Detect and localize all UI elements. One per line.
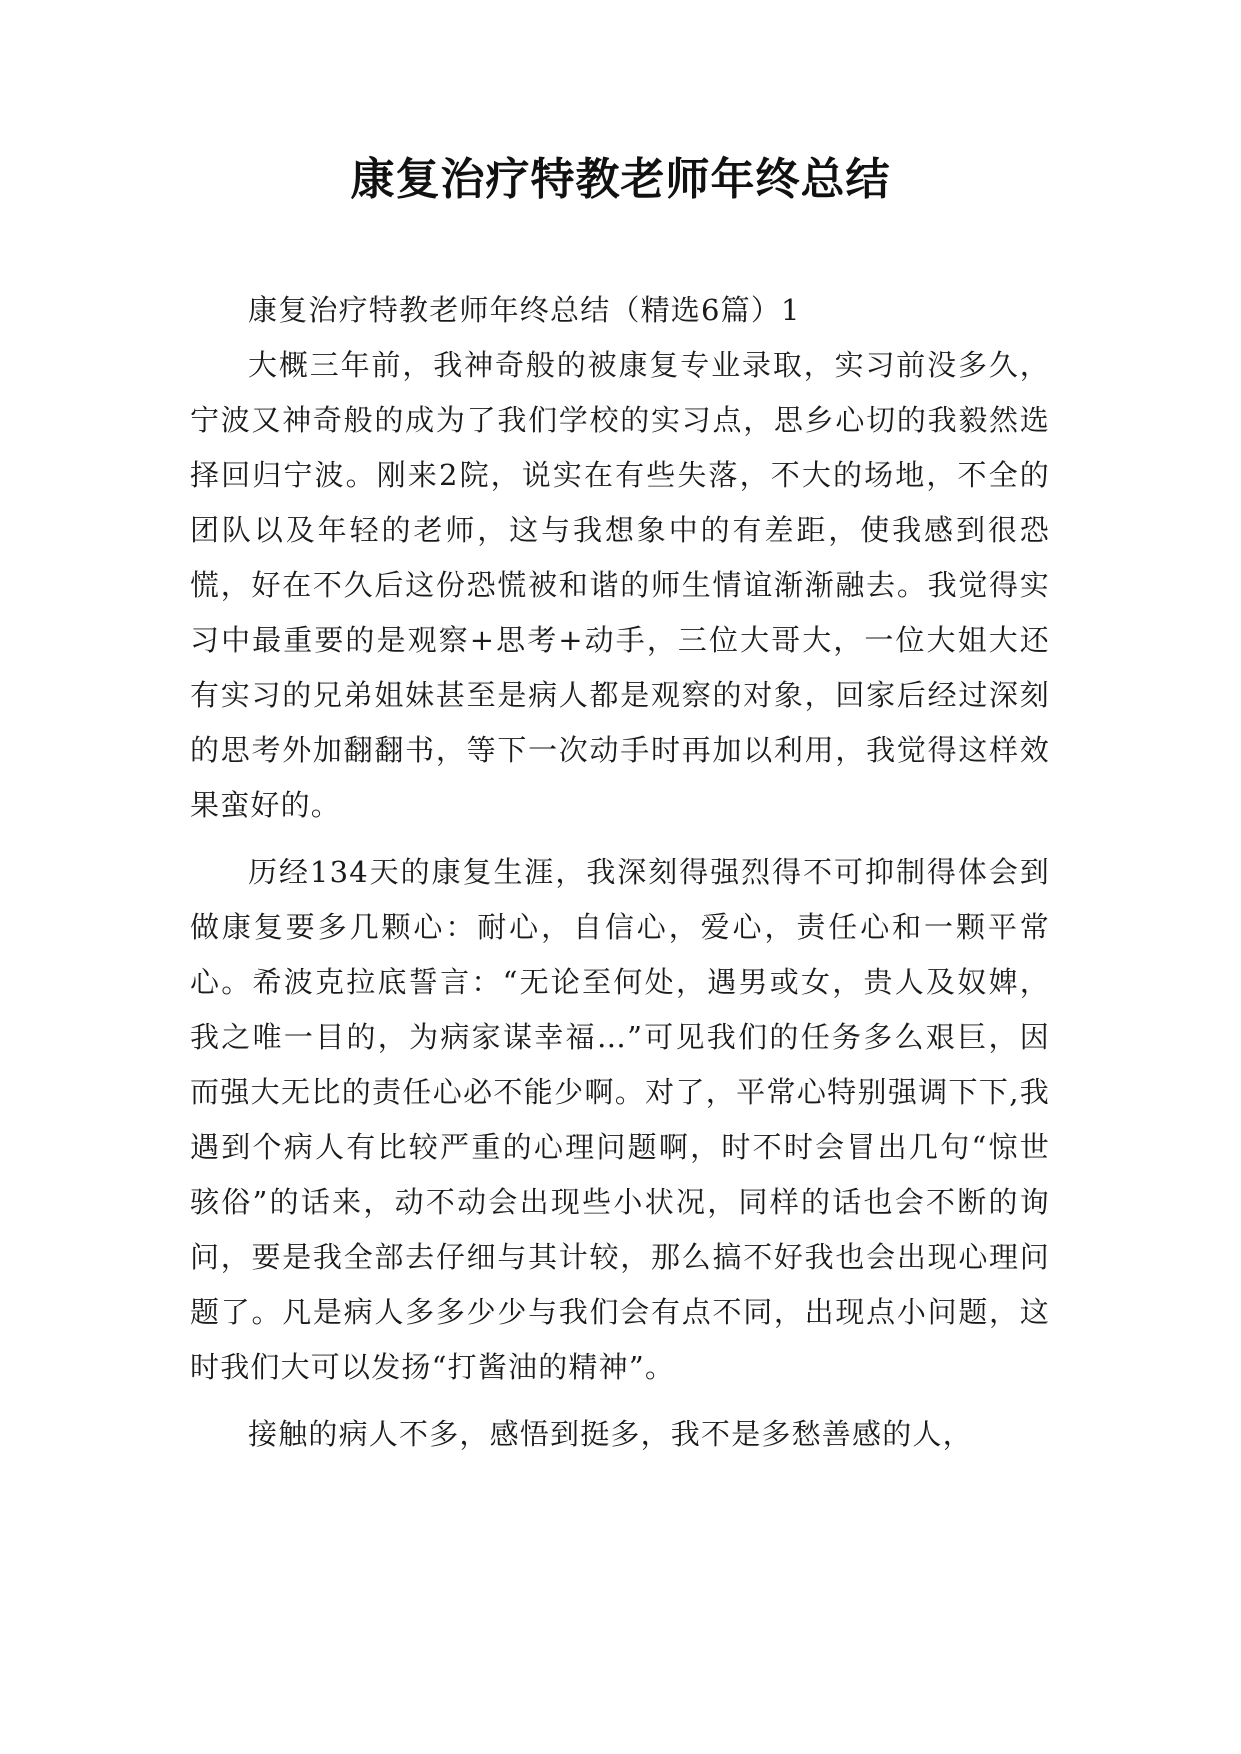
document-title: 康复治疗特教老师年终总结 (350, 154, 891, 205)
paragraph-internship-intro: 大概三年前，我神奇般的被康复专业录取，实习前没多久，宁波又神奇般的成为了我们学校的实习点，思乡心切的我毅然选择回归宁波。刚来2院，说实在有些失落，不大的场地，不全的团队以及年轻的老师，这与我想象中的有差距，使我感到很恐慌，好在不久后这份恐慌被和谐的师生情谊渐渐融去。我觉得实习中最重要的是观察+思考+动手，三位大哥大，一位大姐大还有实习的兄弟姐妹甚至是病人都是观察的对象，回家后经过深刻的思考外加翻翻书，等下一次动手时再加以利用，我觉得这样效果蛮好的。 (190, 348, 1050, 822)
paragraph-patients-reflection: 接触的病人不多，感悟到挺多，我不是多愁善感的人， (248, 1417, 973, 1451)
document-body (190, 283, 1050, 1462)
paragraph-rehab-experience: 历经134天的康复生涯，我深刻得强烈得不可抑制得体会到做康复要多几颗心：耐心，自信心，爱心，责任心和一颗平常心。希波克拉底誓言：“无论至何处，遇男或女，贵人及奴婢，我之唯一目的，为病家谋幸福…”可见我们的任务多么艰巨，因而强大无比的责任心必不能少啊。对了，平常心特别强调下下,我遇到个病人有比较严重的心理问题啊，时不时会冒出几句“惊世骇俗”的话来，动不动会出现些小状况，同样的话也会不断的询问，要是我全部去仔细与其计较，那么搞不好我也会出现心理问题了。凡是病人多多少少与我们会有点不同，出现点小问题，这时我们大可以发扬“打酱油的精神”。 (190, 855, 1050, 1384)
paragraph-subtitle: 康复治疗特教老师年终总结（精选6篇）1 (248, 293, 801, 327)
